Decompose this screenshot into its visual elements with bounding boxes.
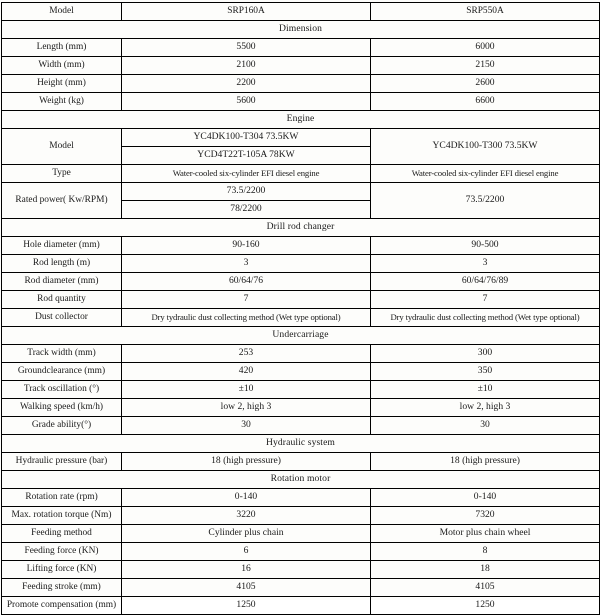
row-label: Feeding force (KN): [2, 543, 122, 561]
row-label: Groundclearance (mm): [2, 363, 122, 381]
row-label: Rated power( Kw/RPM): [2, 183, 122, 219]
value-srp550a: 73.5/2200: [371, 183, 600, 219]
section-title-undercarriage: Undercarriage: [2, 327, 600, 345]
value-srp550a: 6600: [371, 93, 600, 111]
value-srp550a: 2150: [371, 57, 600, 75]
section-header-row: [2, 219, 600, 237]
value-srp160a: 0-140: [122, 489, 371, 507]
table-row: [2, 93, 600, 111]
column-header-1: SRP160A: [122, 3, 371, 21]
row-label: Length (mm): [2, 39, 122, 57]
value-srp160a: low 2, high 3: [122, 399, 371, 417]
row-label: Hydraulic pressure (bar): [2, 453, 122, 471]
value-srp160a: 18 (high pressure): [122, 453, 371, 471]
table-row: [2, 561, 600, 579]
row-label: Track oscillation (°): [2, 381, 122, 399]
table-row: [2, 525, 600, 543]
row-label: Rod quantity: [2, 291, 122, 309]
table-row: [2, 543, 600, 561]
specification-table: [1, 2, 600, 615]
table-row: [2, 57, 600, 75]
table-row: [2, 309, 600, 327]
value-srp550a: 4105: [371, 579, 600, 597]
section-header-row: [2, 471, 600, 489]
value-srp160a: 3: [122, 255, 371, 273]
value-srp550a: 0-140: [371, 489, 600, 507]
section-header-row: [2, 21, 600, 39]
value-srp160a-2: YCD4T22T-105A 78KW: [122, 147, 371, 165]
section-title-dimension: Dimension: [2, 21, 600, 39]
table-row: [2, 75, 600, 93]
value-srp160a: 2200: [122, 75, 371, 93]
value-srp160a: 5500: [122, 39, 371, 57]
value-srp160a: Cylinder plus chain: [122, 525, 371, 543]
value-srp160a: 5600: [122, 93, 371, 111]
value-srp550a: Water-cooled six-cylinder EFI diesel engine: [371, 165, 600, 183]
column-header-2: SRP550A: [371, 3, 600, 21]
row-label: Feeding method: [2, 525, 122, 543]
value-srp550a: 2600: [371, 75, 600, 93]
value-srp550a: Motor plus chain wheel: [371, 525, 600, 543]
value-srp550a: YC4DK100-T300 73.5KW: [371, 129, 600, 165]
column-header-0: Model: [2, 3, 122, 21]
table-row: [2, 507, 600, 525]
value-srp160a: 60/64/76: [122, 273, 371, 291]
value-srp550a: 350: [371, 363, 600, 381]
value-srp550a: 60/64/76/89: [371, 273, 600, 291]
section-header-row: [2, 111, 600, 129]
value-srp550a: 7: [371, 291, 600, 309]
section-title-engine: Engine: [2, 111, 600, 129]
row-label: Grade ability(°): [2, 417, 122, 435]
row-label: Rotation rate (rpm): [2, 489, 122, 507]
row-label: Rod diameter (mm): [2, 273, 122, 291]
value-srp550a: 3: [371, 255, 600, 273]
value-srp550a: low 2, high 3: [371, 399, 600, 417]
value-srp160a: 6: [122, 543, 371, 561]
row-label: Height (mm): [2, 75, 122, 93]
value-srp550a: 18: [371, 561, 600, 579]
row-label: Feeding stroke (mm): [2, 579, 122, 597]
value-srp160a-1: 73.5/2200: [122, 183, 371, 201]
table-row: [2, 381, 600, 399]
value-srp550a: 300: [371, 345, 600, 363]
value-srp550a: 18 (high pressure): [371, 453, 600, 471]
row-label: Weight (kg): [2, 93, 122, 111]
value-srp160a: 2100: [122, 57, 371, 75]
table-row: [2, 183, 600, 201]
value-srp160a: 7: [122, 291, 371, 309]
table-row: [2, 255, 600, 273]
table-row: [2, 273, 600, 291]
table-row: [2, 579, 600, 597]
row-label: Max. rotation torque (Nm): [2, 507, 122, 525]
value-srp160a: 420: [122, 363, 371, 381]
row-label: Type: [2, 165, 122, 183]
value-srp160a: 16: [122, 561, 371, 579]
row-label: Model: [2, 129, 122, 165]
value-srp160a: 30: [122, 417, 371, 435]
row-label: Lifting force (KN): [2, 561, 122, 579]
value-srp160a: 253: [122, 345, 371, 363]
value-srp160a: 90-160: [122, 237, 371, 255]
table-row: [2, 363, 600, 381]
value-srp550a: 1250: [371, 597, 600, 615]
row-label: Track width (mm): [2, 345, 122, 363]
value-srp160a: Dry tydraulic dust collecting method (Wet type optional): [122, 309, 371, 327]
table-row: [2, 597, 600, 615]
value-srp160a: 4105: [122, 579, 371, 597]
section-header-row: [2, 327, 600, 345]
value-srp550a: 30: [371, 417, 600, 435]
table-row: [2, 489, 600, 507]
row-label: Dust collector: [2, 309, 122, 327]
value-srp160a-1: YC4DK100-T304 73.5KW: [122, 129, 371, 147]
row-label: Walking speed (km/h): [2, 399, 122, 417]
section-header-row: [2, 435, 600, 453]
value-srp160a: ±10: [122, 381, 371, 399]
table-row: [2, 399, 600, 417]
value-srp550a: 90-500: [371, 237, 600, 255]
table-row: [2, 345, 600, 363]
table-row: [2, 237, 600, 255]
table-row: [2, 165, 600, 183]
table-header-row: [2, 3, 600, 21]
table-row: [2, 39, 600, 57]
section-title-drill-rod-changer: Drill rod changer: [2, 219, 600, 237]
section-title-rotation-motor: Rotation motor: [2, 471, 600, 489]
row-label: Width (mm): [2, 57, 122, 75]
table-row: [2, 417, 600, 435]
table-row: [2, 291, 600, 309]
value-srp160a-2: 78/2200: [122, 201, 371, 219]
value-srp550a: 6000: [371, 39, 600, 57]
table-row: [2, 129, 600, 147]
row-label: Promote compensation (mm): [2, 597, 122, 615]
value-srp550a: 7320: [371, 507, 600, 525]
row-label: Hole diameter (mm): [2, 237, 122, 255]
table-row: [2, 453, 600, 471]
value-srp550a: 8: [371, 543, 600, 561]
value-srp550a: Dry tydraulic dust collecting method (Wet type optional): [371, 309, 600, 327]
value-srp160a: 1250: [122, 597, 371, 615]
value-srp160a: Water-cooled six-cylinder EFI diesel engine: [122, 165, 371, 183]
section-title-hydraulic-system: Hydraulic system: [2, 435, 600, 453]
row-label: Rod length (m): [2, 255, 122, 273]
value-srp550a: ±10: [371, 381, 600, 399]
value-srp160a: 3220: [122, 507, 371, 525]
